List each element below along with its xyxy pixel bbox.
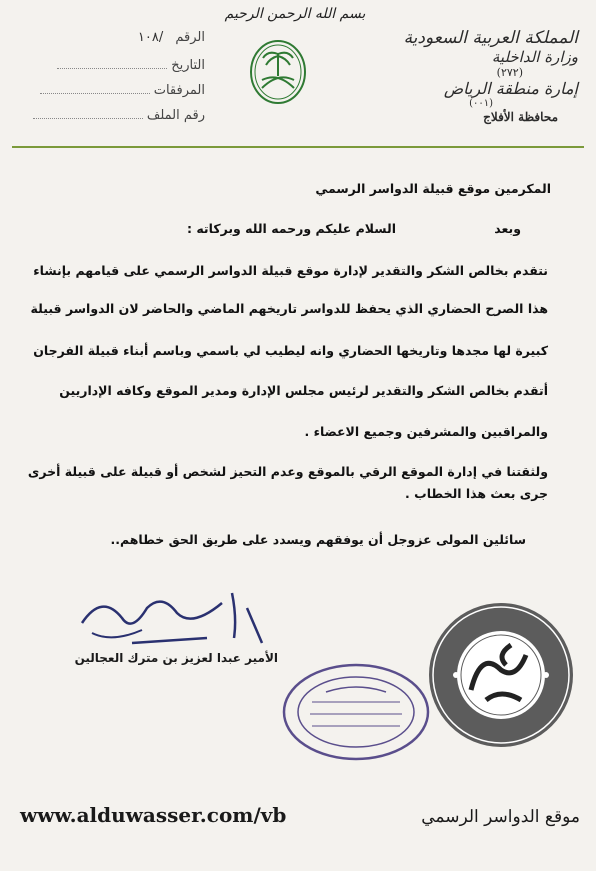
para2-line-1: ولثقتنا في إدارة الموقع الرقي بالموقع وعدم التحيز لشخص أو قبيلة على قبيلة أخرى [27,464,548,479]
handwritten-signature [72,588,272,648]
salam-greeting: السلام عليكم ورحمه الله وبركاته : [187,221,396,236]
org-emirate: إمارة منطقة الرياض [443,79,578,98]
basmala: بسم الله الرحمن الرحيم [224,6,366,22]
org-governorate: محافظة الأفلاج [483,110,558,124]
ref-number-row [95,30,205,45]
file-number-label: رقم الملف [146,108,205,123]
attachments-row [10,83,205,98]
closing-line: سائلين المولى عزوجل أن يوفقهم ويسدد على طريق الحق خطاهم.. [110,532,526,547]
attachments-value [40,93,150,94]
footer [20,803,580,827]
signatory-name: الأمير عبدا لعزيز بن مترك العجالين [74,651,278,665]
body-line-1: نتقدم بخالص الشكر والتقدير لإدارة موقع قبيلة الدواسر الرسمي على قيامهم بإنشاء [33,263,548,278]
org-kingdom: المملكة العربية السعودية [403,28,578,48]
attachments-label: المرفقات [153,83,205,98]
header-divider [12,146,584,148]
wabad: وبعد [494,221,521,236]
letter-recipient: المكرمين موقع قبيلة الدواسر الرسمي [315,181,551,196]
date-label: التاريخ [171,58,205,73]
saudi-emblem-icon [250,40,306,104]
file-number-value [33,118,143,119]
org-emirate-code: (٠٠١) [469,98,493,109]
date-row [10,58,205,73]
official-stamp [282,662,430,762]
footer-site-name: موقع الدواسر الرسمي [421,807,580,827]
file-number-row [10,108,205,123]
para2-line-2: جرى بعث هذا الخطاب . [405,486,548,501]
org-ministry: وزارة الداخلية [491,48,578,66]
ref-number-label: الرقم [175,30,205,45]
body-line-4: أتقدم بخالص الشكر والتقدير لرئيس مجلس الإدارة ومدير الموقع وكافه الإداريين [59,383,548,398]
forum-stamp [426,600,576,750]
body-line-5: والمراقبين والمشرفين وجميع الاعضاء . [304,424,548,439]
date-value [57,68,167,69]
org-header [393,28,578,124]
org-ministry-code: (٢٧٢) [496,66,523,79]
body-line-3: كبيرة لها مجدها وتاريخها الحضاري وانه ليطيب لي باسمي وباسم أبناء قبيلة الفرجان [33,343,548,358]
body-line-2: هذا الصرح الحضاري الذي يحفظ للدواسر تاريخهم الماضي والحاضر لان الدواسر قبيلة [30,301,548,316]
footer-url-link[interactable]: www.alduwasser.com/vb [20,803,287,827]
ref-number-value: /١٠٨ [137,30,164,45]
